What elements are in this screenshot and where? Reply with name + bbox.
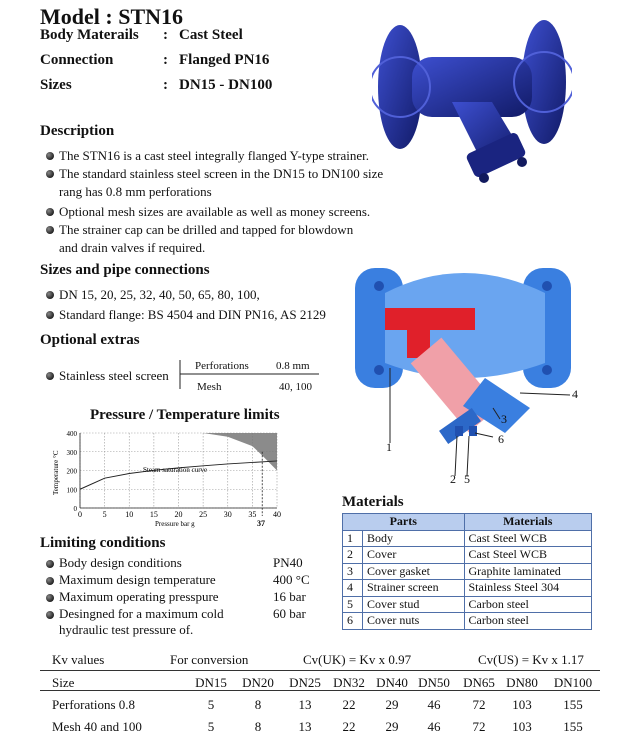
x-tick-label: 20 [174, 510, 183, 519]
bullet-icon [46, 170, 54, 178]
bullet-icon [46, 577, 54, 585]
table-cell: 72 [472, 697, 486, 712]
materials-table [342, 513, 592, 630]
callout-5: 5 [464, 472, 470, 486]
table-cell: DN65 [463, 675, 495, 690]
list-item-continuation: rang has 0.8 mm perforations [59, 184, 212, 199]
table-row: 2 Cover Cast Steel WCB [343, 547, 592, 564]
chart-curve-label: Steam saturation curve [143, 466, 208, 474]
table-cell: DN80 [506, 675, 538, 690]
table-cell: 46 [427, 697, 441, 712]
perforations-value: 0.8 mm [276, 360, 310, 372]
list-item: Optional mesh sizes are available as well as money screens. [46, 203, 370, 221]
spec-value: DN15 - DN100 [179, 77, 273, 93]
callout-4: 4 [572, 387, 578, 401]
table-cell: 29 [385, 697, 399, 712]
spec-key: Connection [40, 52, 114, 68]
x-tick-label: 0 [78, 510, 82, 519]
table-row: 6 Cover nuts Carbon steel [343, 613, 592, 630]
x-tick-label: 5 [102, 510, 107, 519]
x-tick-label: 40 [273, 510, 281, 519]
kv-label: Kv values [52, 652, 105, 667]
kv-us-formula: Cv(US) = Kv x 1.17 [478, 652, 584, 667]
table-cell: 13 [298, 697, 312, 712]
table-cell: 103 [512, 719, 532, 734]
list-item: The strainer cap can be drilled and tapped for blowdown [46, 221, 353, 239]
spec-key: Body Materails [40, 27, 139, 43]
y-tick-label: 200 [66, 467, 77, 476]
table-cell: DN15 [195, 675, 227, 690]
table-row: 3 Cover gasket Graphite laminated [343, 563, 592, 580]
table-row: 1 Body Cast Steel WCB [343, 530, 592, 547]
optional-heading: Optional extras [40, 332, 140, 348]
y-tick-label: 0 [73, 505, 77, 513]
list-item: The standard stainless steel screen in the DN15 to DN100 size [46, 165, 383, 183]
chart-marker-label: 37 [257, 519, 265, 528]
table-cell: 8 [254, 697, 262, 712]
y-tick-label: 400 [66, 430, 77, 438]
table-cell: 5 [207, 719, 215, 734]
table-cell: DN20 [242, 675, 274, 690]
callout-2: 2 [450, 472, 456, 486]
bullet-icon [46, 291, 54, 299]
x-tick-label: 35 [248, 510, 257, 519]
spec-colon: : [163, 27, 168, 43]
materials-header: Materials [464, 514, 592, 531]
table-cell: 72 [472, 719, 486, 734]
bullet-icon [46, 208, 54, 216]
list-item: DN 15, 20, 25, 32, 40, 50, 65, 80, 100, [46, 286, 260, 304]
limit-continuation: hydraulic test pressure of. [59, 622, 194, 637]
y-tick-label: 300 [66, 448, 77, 457]
spec-value: Flanged PN16 [179, 52, 270, 68]
sectional-drawing [345, 258, 585, 488]
table-cell: 13 [298, 719, 312, 734]
perforations-label: Perforations [195, 360, 249, 372]
chart-xlabel: Pressure bar g [155, 520, 195, 528]
spec-value: Cast Steel [179, 27, 243, 43]
limit-row: Maximum design temperature 400 °C [46, 572, 216, 588]
bullet-icon [46, 311, 54, 319]
size-label: Size [52, 675, 75, 690]
limit-row: Desingned for a maximum cold 60 bar [46, 606, 224, 622]
bullet-icon [46, 594, 54, 602]
bullet-icon [46, 226, 54, 234]
callout-6: 6 [498, 432, 504, 446]
sizes-heading: Sizes and pipe connections [40, 262, 210, 278]
x-tick-label: 25 [199, 510, 208, 519]
kv-uk-formula: Cv(UK) = Kv x 0.97 [303, 652, 412, 667]
strainer-photo [372, 12, 572, 192]
bullet-icon [46, 611, 54, 619]
limiting-heading: Limiting conditions [40, 535, 166, 551]
table-cell: DN50 [418, 675, 450, 690]
spec-colon: : [163, 52, 168, 68]
spec-colon: : [163, 77, 168, 93]
bullet-icon [46, 372, 54, 380]
spec-key: Sizes [40, 77, 72, 93]
kv-row-label: Perforations 0.8 [52, 697, 136, 712]
table-cell: 103 [512, 697, 532, 712]
mesh-value: 40, 100 [279, 381, 312, 393]
mesh-label: Mesh [197, 381, 222, 393]
limit-row: Maximum operating presspure 16 bar [46, 589, 219, 605]
table-cell: 5 [207, 697, 215, 712]
table-row: 5 Cover stud Carbon steel [343, 596, 592, 613]
table-row: 4 Strainer screen Stainless Steel 304 [343, 580, 592, 597]
list-item: Standard flange: BS 4504 and DIN PN16, AS 2129 [46, 306, 326, 324]
table-cell: 155 [563, 697, 583, 712]
list-item-continuation: and drain valves if required. [59, 240, 206, 255]
divider [40, 670, 600, 671]
limit-row: Body design conditions PN40 [46, 555, 182, 571]
kv-row-label: Mesh 40 and 100 [52, 719, 142, 734]
divider [40, 690, 600, 691]
y-tick-label: 100 [66, 486, 77, 495]
kv-conversion: For conversion [170, 652, 249, 667]
callout-1: 1 [386, 440, 392, 454]
x-tick-label: 30 [223, 510, 232, 519]
chart-ylabel: Temperature °C [52, 450, 60, 495]
table-cell: DN25 [289, 675, 321, 690]
table-cell: 22 [342, 697, 356, 712]
materials-heading: Materials [342, 494, 404, 510]
x-tick-label: 10 [125, 510, 134, 519]
table-cell: 22 [342, 719, 356, 734]
description-heading: Description [40, 123, 115, 139]
parts-header: Parts [343, 514, 465, 531]
table-cell: 155 [563, 719, 583, 734]
table-cell: 8 [254, 719, 262, 734]
x-tick-label: 15 [149, 510, 158, 519]
chart-title: Pressure / Temperature limits [90, 407, 280, 423]
table-cell: 29 [385, 719, 399, 734]
table-cell: DN40 [376, 675, 408, 690]
callout-3: 3 [501, 412, 507, 426]
table-header-row [343, 514, 592, 531]
page-title: Model : STN16 [40, 4, 183, 29]
bullet-icon [46, 560, 54, 568]
bullet-icon [46, 152, 54, 160]
table-cell: DN32 [333, 675, 365, 690]
pt-chart [45, 425, 295, 530]
table-cell: 46 [427, 719, 441, 734]
list-item: The STN16 is a cast steel integrally flanged Y-type strainer. [46, 147, 369, 165]
table-cell: DN100 [553, 675, 593, 690]
list-item: Stainless steel screen [46, 367, 169, 385]
